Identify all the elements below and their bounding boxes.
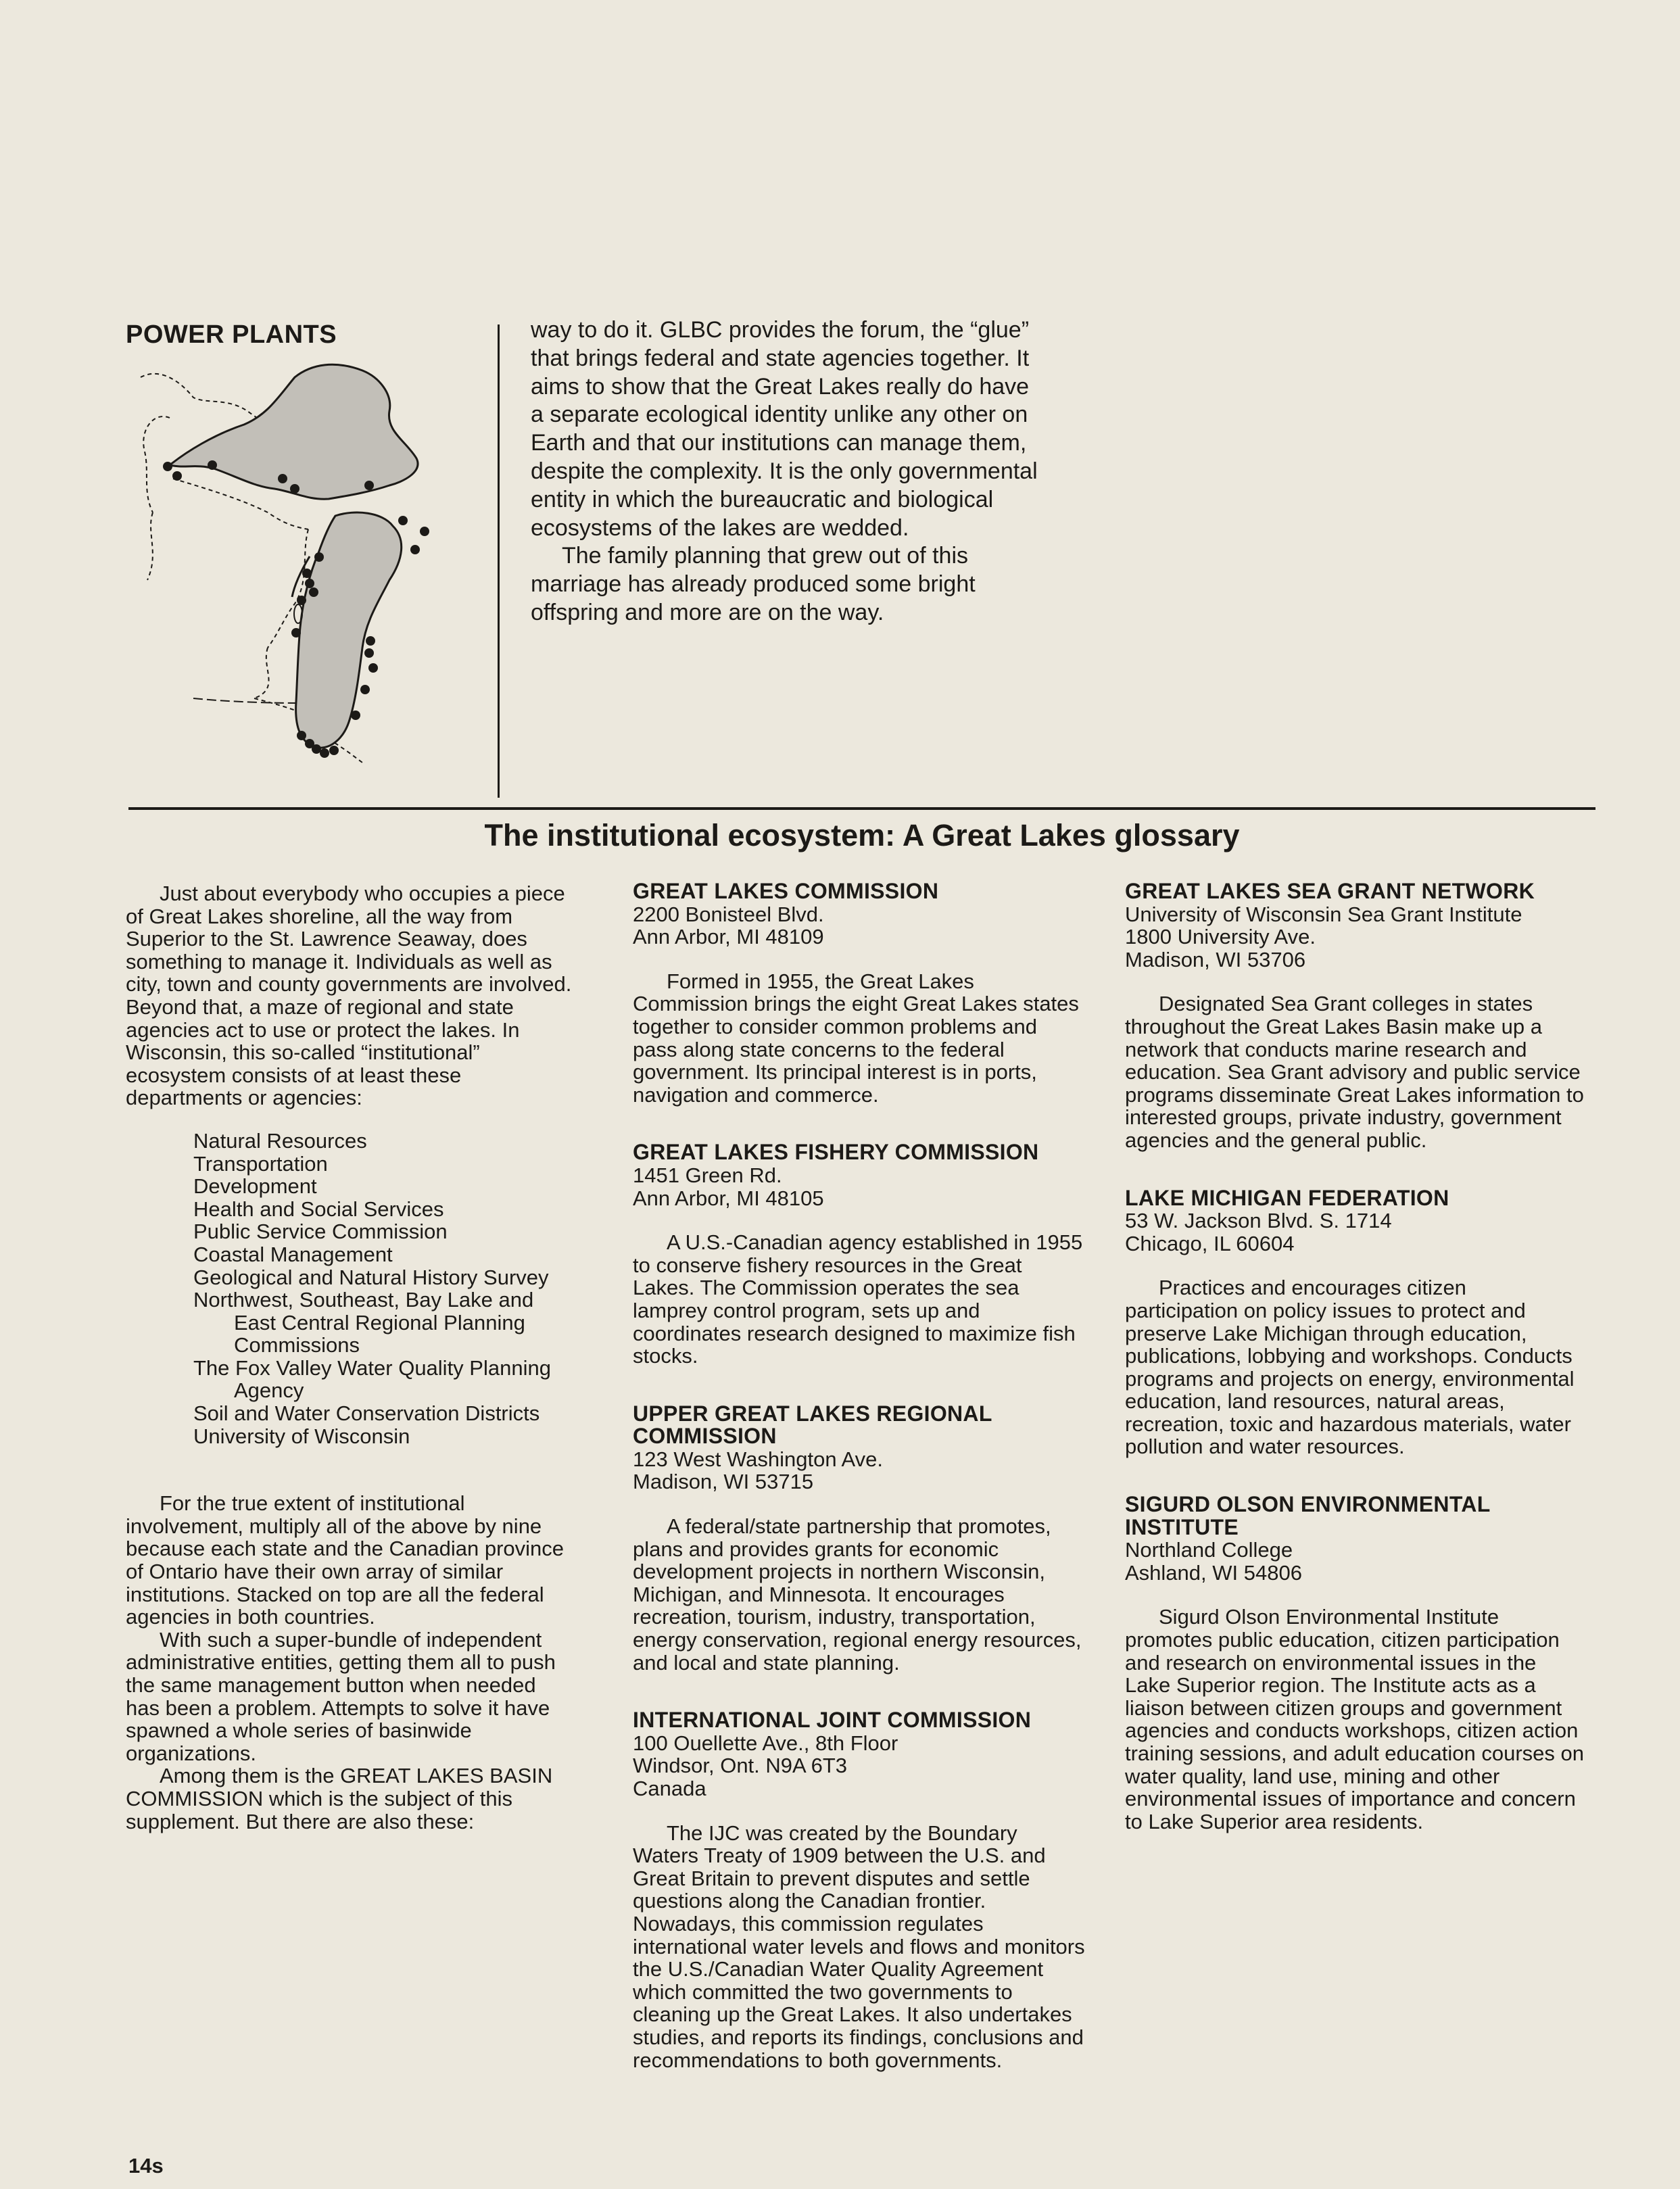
lake-michigan — [296, 512, 402, 748]
page-number: 14s — [128, 2154, 164, 2178]
entry-address-line: Ashland, WI 54806 — [1125, 1560, 1302, 1585]
entry-description: Sigurd Olson Environmental Institute promotes public education, citizen participation and research on environmental issues in the Lake Superior region. The Institute acts as a liaison between citizen groups and government agencies and conducts workshops, citizen action training sessions, and adult education courses on water quality, land use, mining and other environmental issues of importance and concern to Lake Superior area residents. — [1125, 1605, 1584, 1833]
entry-address-line: 1451 Green Rd. — [633, 1163, 782, 1187]
list-item: Coastal Management — [193, 1242, 393, 1266]
glossary-column-2 — [633, 880, 1086, 2107]
glossary-entry — [633, 880, 1086, 1106]
entry-name: INTERNATIONAL JOINT COMMISSION — [633, 1708, 1032, 1733]
glossary-column-3 — [1125, 880, 1585, 1868]
entry-address-line: Ann Arbor, MI 48105 — [633, 1186, 824, 1210]
entry-address-line: 53 W. Jackson Blvd. S. 1714 — [1125, 1209, 1392, 1233]
entry-description: Formed in 1955, the Great Lakes Commission brings the eight Great Lakes states together to consider common problems and pass along state concerns to the federal government. Its principal interest is in ports, navigation and commerce. — [633, 969, 1079, 1107]
intro-paragraph: way to do it. GLBC provides the forum, the “glue” that brings federal and state agencies together. It aims to show that the Great Lakes really do have a separate ecological identity unlike any other on Earth and that our institutions can manage them, despite the complexity. It is the only governmental entity in which the bureaucratic and biological ecosystems of the lakes are wedded. — [531, 317, 1038, 541]
glossary-entry — [633, 1709, 1086, 2071]
entry-name: GREAT LAKES COMMISSION — [633, 879, 939, 903]
entry-description: Designated Sea Grant colleges in states throughout the Great Lakes Basin make up a network that conducts marine research and education. Sea Grant advisory and public service programs disseminate Great Lakes information to interested groups, private industry, government agencies and the general public. — [1125, 992, 1584, 1152]
glossary-entry — [1125, 880, 1585, 1152]
glossary-intro-paragraph: Just about everybody who occupies a piece of Great Lakes shoreline, all the way from Superior to the St. Lawrence Seaway, does something to manage it. Individuals as well as city, town and county governments are involved. Beyond that, a maze of regional and state agencies act to use or protect the lakes. In Wisconsin, this so-called “institutional” ecosystem consists of at least these departments or agencies: — [126, 882, 572, 1110]
entry-name: LAKE MICHIGAN FEDERATION — [1125, 1185, 1449, 1210]
list-item: Geological and Natural History Survey — [193, 1265, 549, 1289]
list-item: The Fox Valley Water Quality Planning Agency — [193, 1355, 551, 1403]
glossary-title: The institutional ecosystem: A Great Lakes glossary — [484, 818, 1240, 852]
entry-address-line: Madison, WI 53715 — [633, 1470, 814, 1494]
entry-description: A federal/state partnership that promotes, plans and provides grants for economic development projects in northern Wisconsin, Michigan, and Minnesota. It encourages recreation, tourism, industry, transportation, energy conservation, regional energy resources, and local and state planning. — [633, 1514, 1082, 1675]
power-plants-map — [133, 357, 484, 769]
glossary-intro-paragraph: Among them is the GREAT LAKES BASIN COMMISSION which is the subject of this supplement. But there are also these: — [126, 1764, 553, 1833]
lake-superior — [170, 364, 418, 499]
list-item: Transportation — [193, 1151, 328, 1176]
entry-address-line: Madison, WI 53706 — [1125, 947, 1306, 971]
horizontal-divider — [128, 807, 1595, 810]
glossary-intro-paragraph: For the true extent of institutional involvement, multiply all of the above by nine because each state and the Canadian province of Ontario have their own array of similar institutions. Stacked on top are all the federal agencies in both countries. — [126, 1491, 565, 1629]
entry-description: A U.S.-Canadian agency established in 1955 to conserve fishery resources in the Great Lakes. The Commission operates the sea lamprey control program, sets up and coordinates research designed to maximize fish stocks. — [633, 1230, 1083, 1368]
vertical-divider — [498, 324, 500, 798]
list-item: Northwest, Southeast, Bay Lake and East Central Regional Planning Commissions — [193, 1288, 534, 1357]
entry-address-line: Ann Arbor, MI 48109 — [633, 925, 824, 949]
entry-name: GREAT LAKES FISHERY COMMISSION — [633, 1140, 1039, 1165]
glossary-entry — [1125, 1493, 1585, 1833]
entry-address-line: 2200 Bonisteel Blvd. — [633, 902, 824, 926]
glossary-entry — [1125, 1187, 1585, 1459]
intro-text — [531, 316, 1045, 627]
entry-description: The IJC was created by the Boundary Waters Treaty of 1909 between the U.S. and Great Britain to prevent disputes and settle questions along the Canadian frontier. Nowadays, this commission regulates international water levels and flows and monitors the U.S./Canadian Water Quality Agreement which committed the two governments to cleaning up the Great Lakes. It also undertakes studies, and reports its findings, conclusions and recommendations to both governments. — [633, 1821, 1085, 2072]
entry-address-line: Northland College — [1125, 1538, 1293, 1562]
entry-name: SIGURD OLSON ENVIRONMENTAL INSTITUTE — [1125, 1492, 1490, 1539]
list-item: Health and Social Services — [193, 1197, 444, 1221]
glossary-entry — [633, 1141, 1086, 1367]
entry-address-line: Chicago, IL 60604 — [1125, 1231, 1295, 1255]
entry-address-line: Windsor, Ont. N9A 6T3 — [633, 1754, 848, 1778]
list-item: Public Service Commission — [193, 1220, 448, 1244]
glossary-intro-column — [126, 882, 572, 1833]
glossary-entry — [633, 1403, 1086, 1675]
entry-name: UPPER GREAT LAKES REGIONAL COMMISSION — [633, 1401, 992, 1449]
entry-name: GREAT LAKES SEA GRANT NETWORK — [1125, 879, 1535, 903]
glossary-intro-paragraph: With such a super-bundle of independent administrative entities, getting them all to push the same management button when needed has been a problem. Attempts to solve it have spawned a whole series of basinwide organizations. — [126, 1627, 556, 1765]
list-item: Development — [193, 1174, 317, 1199]
power-plants-title: POWER PLANTS — [126, 320, 337, 349]
entry-address-line: 100 Ouellette Ave., 8th Floor — [633, 1731, 898, 1755]
departments-list — [126, 1130, 572, 1447]
list-item: Natural Resources — [193, 1128, 367, 1153]
entry-address-line: 1800 University Ave. — [1125, 925, 1316, 949]
entry-address-line: Canada — [633, 1777, 706, 1800]
intro-paragraph: The family planning that grew out of this marriage has already produced some bright offspring and more are on the way. — [531, 543, 976, 625]
list-item: Soil and Water Conservation Districts — [193, 1401, 540, 1426]
entry-description: Practices and encourages citizen participation on policy issues to protect and preserve Lake Michigan through education, publications, lobbying and workshops. Conducts programs and projects on energy, environmental education, land resources, natural areas, recreation, toxic and hazardous materials, water pollution and water resources. — [1125, 1276, 1575, 1459]
list-item: University of Wisconsin — [193, 1424, 410, 1448]
entry-address-line: University of Wisconsin Sea Grant Institute — [1125, 902, 1522, 926]
entry-address-line: 123 West Washington Ave. — [633, 1447, 883, 1471]
